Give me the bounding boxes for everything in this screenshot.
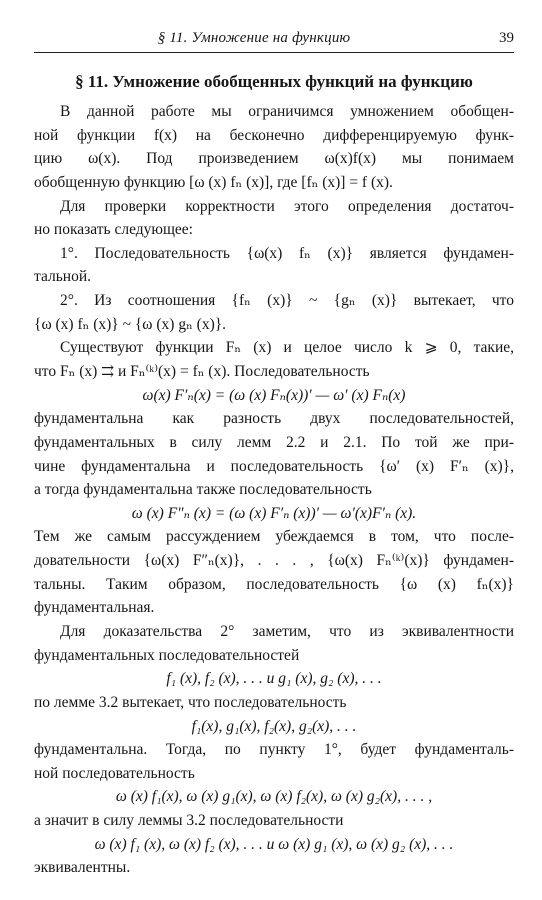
text-line: {ω (x) fₙ (x)} ~ {ω (x) gₙ (x)}.	[34, 315, 227, 333]
text-line: Для доказательства 2° заметим, что из эквивалентности	[60, 623, 514, 640]
text-line: Тем же самым рассуждением убеждаемся в том, что после-	[34, 528, 514, 546]
text-line: цию ω(x). Под произведением ω(x)f(x) мы понимаем	[34, 150, 514, 168]
running-header	[34, 28, 514, 53]
text-line: фундаментальна. Тогда, по пункту 1°, будет фундаменталь-	[34, 741, 514, 759]
display-formula: ω (x) F″ₙ (x) = (ω (x) F′ₙ (x))′ — ω′(x)F′ₙ (x).	[131, 504, 417, 522]
text-line: а значит в силу леммы 3.2 последовательности	[34, 812, 344, 830]
page-number: 39	[499, 30, 514, 46]
text-line: тальной.	[34, 268, 91, 286]
text-line: 2°. Из соотношения {fₙ (x)} ~ {gₙ (x)} вытекает, что	[60, 292, 514, 310]
text-line: тальны. Таким образом, последовательность {ω (x) fₙ(x)}	[34, 575, 514, 593]
text-line: фундаментальных в силу лемм 2.2 и 2.1. По той же при-	[34, 433, 514, 451]
text-line: а тогда фундаментальна также последовательность	[34, 481, 372, 499]
text-line: Существуют функции Fₙ (x) и целое число k ⩾ 0, такие,	[60, 339, 514, 357]
running-title: § 11. Умножение на функцию	[157, 30, 351, 46]
text-line: Для проверки корректности этого определения достаточ-	[60, 197, 514, 215]
text-line: но показать следующее:	[34, 221, 193, 239]
display-formula: f₁(x), g₁(x), f₂(x), g₂(x), . . .	[191, 717, 357, 735]
text-line: чине фундаментальна и последовательность {ω′ (x) F′ₙ (x)},	[34, 457, 514, 475]
text-line: В данной работе мы ограничимся умножением обобщен-	[60, 103, 514, 120]
text-line: 1°. Последовательность {ω(x) fₙ (x)} является фундамен-	[60, 244, 514, 262]
text-line: что Fₙ (x) ⇉ и Fₙ⁽ᵏ⁾(x) = fₙ (x). Последовательность	[34, 363, 370, 380]
display-formula: ω (x) f₁(x), ω (x) g₁(x), ω (x) f₂(x), ω (x) g₂(x), . . . ,	[115, 788, 433, 806]
text-line: ной функции f(x) на бесконечно дифференцируемую функ-	[34, 126, 514, 144]
text-line: эквивалентны.	[34, 859, 131, 877]
text-line: фундаментальных последовательностей	[34, 646, 300, 664]
text-line: ной последовательность	[34, 764, 195, 782]
text-line: фундаментальна как разность двух последовательностей,	[34, 410, 514, 428]
display-formula: f₁ (x), f₂ (x), . . . и g₁ (x), g₂ (x), . . .	[166, 670, 382, 688]
text-line: по лемме 3.2 вытекает, что последовательность	[34, 693, 347, 711]
text-line: фундаментальная.	[34, 599, 155, 617]
text-line: довательности {ω(x) F″ₙ(x)}, . . . , {ω(x) Fₙ⁽ᵏ⁾(x)} фундамен-	[34, 552, 514, 570]
section-heading: § 11. Умножение обобщенных функций на функцию	[75, 72, 473, 91]
text-line: обобщенную функцию [ω (x) fₙ (x)], где [fₙ (x)] = f (x).	[34, 173, 393, 191]
display-formula: ω (x) f₁ (x), ω (x) f₂ (x), . . . и ω (x) g₁ (x), ω (x) g₂ (x), . . .	[94, 835, 454, 853]
display-formula: ω(x) F′ₙ(x) = (ω (x) Fₙ(x))′ — ω′ (x) Fₙ(x)	[142, 386, 406, 404]
